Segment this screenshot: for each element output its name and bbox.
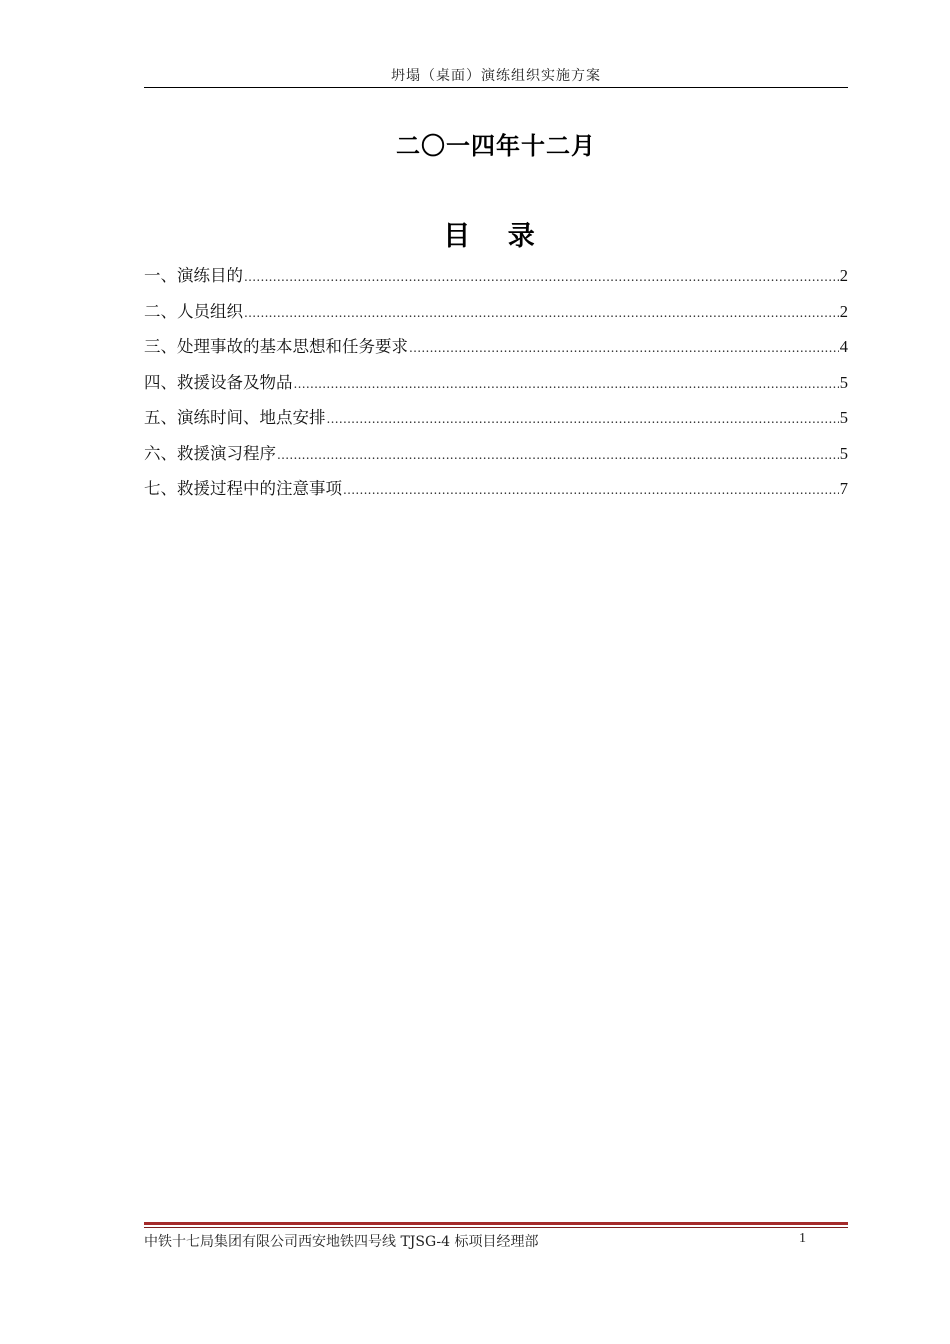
toc-heading: 目 录 xyxy=(443,221,549,252)
toc-dot-leader xyxy=(343,477,839,503)
toc-entry-label: 七、救援过程中的注意事项 xyxy=(144,479,342,498)
toc-page-number: 4 xyxy=(839,337,848,356)
toc-entry-label: 四、救援设备及物品 xyxy=(144,372,293,392)
footer-divider-thick xyxy=(144,1222,848,1225)
toc-dot-leader xyxy=(244,264,839,290)
toc-entry-label: 六、救援演习程序 xyxy=(144,443,276,463)
toc-dot-leader xyxy=(409,335,839,361)
toc-entry-principles[interactable] xyxy=(144,334,848,370)
document-date: 二〇一四年十二月 xyxy=(396,132,596,160)
footer-organization: 中铁十七局集团有限公司西安地铁四号线 TJSG-4 标项目经理部 xyxy=(144,1234,539,1250)
header-divider xyxy=(144,87,848,89)
toc-entry-schedule[interactable] xyxy=(144,405,848,441)
footer-divider-thin xyxy=(144,1227,848,1228)
header-title: 坍塌（桌面）演练组织实施方案 xyxy=(391,68,601,84)
toc-entry-label: 三、处理事故的基本思想和任务要求 xyxy=(144,337,408,356)
toc-page-number: 5 xyxy=(839,408,848,427)
page-footer xyxy=(144,1219,848,1259)
toc-page-number: 5 xyxy=(839,372,848,392)
toc-entry-procedure[interactable] xyxy=(144,441,848,477)
page-header xyxy=(144,60,848,88)
toc-entry-equipment[interactable] xyxy=(144,370,848,406)
toc-page-number: 5 xyxy=(839,443,848,463)
toc-entry-label: 五、演练时间、地点安排 xyxy=(144,408,326,427)
toc-dot-leader xyxy=(244,300,839,326)
footer-page-number: 1 xyxy=(799,1231,806,1246)
toc-page-number: 7 xyxy=(839,479,848,498)
toc-dot-leader xyxy=(294,371,839,397)
toc-dot-leader xyxy=(327,406,839,432)
toc-entry-label: 一、演练目的 xyxy=(144,266,243,285)
toc-page-number: 2 xyxy=(839,301,848,321)
toc-entry-personnel[interactable] xyxy=(144,299,848,335)
toc-entry-label: 二、人员组织 xyxy=(144,301,243,321)
toc-entry-precautions[interactable] xyxy=(144,476,848,512)
table-of-contents xyxy=(144,263,848,512)
toc-page-number: 2 xyxy=(839,266,848,285)
toc-dot-leader xyxy=(277,442,839,468)
toc-entry-purpose[interactable] xyxy=(144,263,848,299)
